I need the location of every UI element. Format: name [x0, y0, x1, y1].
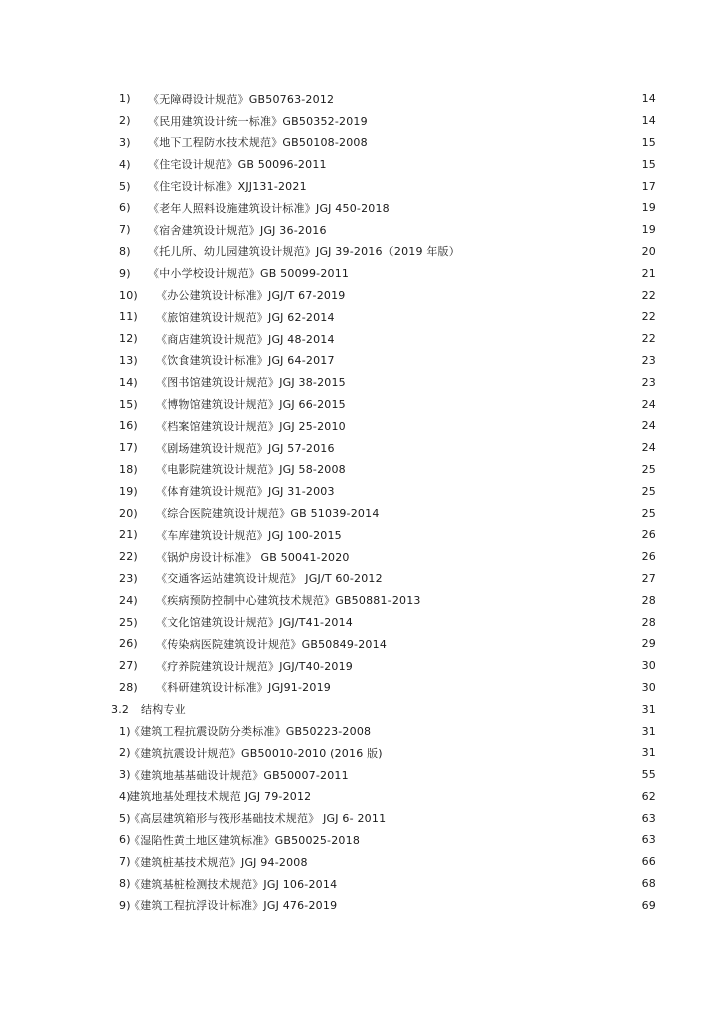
toc-entry[interactable]	[0, 568, 724, 590]
toc-page-number: 17	[641, 179, 656, 193]
toc-dot-leader	[356, 556, 632, 557]
toc-page-number: 30	[641, 680, 656, 694]
toc-entry-title: 《体育建筑设计规范》JGJ 31-2003	[156, 485, 335, 499]
toc-dot-leader	[341, 491, 632, 492]
toc-entry-number: 6)	[119, 833, 131, 847]
toc-entry-title: 建筑地基处理技术规范 JGJ 79-2012	[129, 790, 312, 804]
toc-entry-title: 《建筑工程抗浮设计标准》JGJ 476-2019	[129, 899, 338, 913]
toc-page-number: 19	[641, 223, 656, 237]
toc-entry-number: 20)	[119, 506, 138, 520]
toc-page-number: 27	[641, 571, 656, 585]
toc-entry[interactable]	[0, 677, 724, 699]
toc-entry-number: 10)	[119, 288, 138, 302]
toc-dot-leader	[374, 120, 632, 121]
toc-dot-leader	[348, 534, 632, 535]
toc-entry-number: 1)	[119, 92, 131, 106]
toc-entry[interactable]	[0, 415, 724, 437]
toc-entry[interactable]	[0, 350, 724, 372]
toc-entry-number: 14)	[119, 375, 138, 389]
toc-page-number: 22	[641, 310, 656, 324]
toc-dot-leader	[314, 861, 632, 862]
toc-entry-title: 《科研建筑设计标准》JGJ91-2019	[156, 681, 331, 695]
toc-entry-number: 2)	[119, 746, 131, 760]
toc-page-number: 25	[641, 462, 656, 476]
toc-entry-title: 《图书馆建筑设计规范》JGJ 38-2015	[156, 376, 346, 390]
toc-page-number: 22	[641, 288, 656, 302]
toc-entry-title: 《文化馆建筑设计规范》JGJ/T41-2014	[156, 616, 353, 630]
toc-dot-leader	[313, 186, 632, 187]
toc-page-number: 14	[641, 92, 656, 106]
toc-entry-title: 《办公建筑设计标准》JGJ/T 67-2019	[156, 289, 346, 303]
toc-dot-leader	[341, 360, 632, 361]
toc-entry-number: 11)	[119, 310, 138, 324]
toc-page-number: 68	[641, 877, 656, 891]
toc-entry[interactable]	[0, 894, 724, 916]
toc-entry-number: 3.2	[111, 702, 130, 716]
toc-dot-leader	[317, 796, 632, 797]
toc-entry-title: 《综合医院建筑设计规范》GB 51039-2014	[156, 507, 380, 521]
toc-entry[interactable]	[0, 698, 724, 720]
toc-entry-title: 《无障碍设计规范》GB50763-2012	[148, 92, 335, 106]
toc-dot-leader	[366, 839, 632, 840]
toc-entry-title: 《车库建筑设计规范》JGJ 100-2015	[156, 528, 342, 542]
toc-entry-title: 《高层建筑箱形与筏形基础技术规范》 JGJ 6- 2011	[129, 812, 387, 826]
toc-entry-title: 《老年人照料设施建筑设计标准》JGJ 450-2018	[148, 201, 390, 215]
toc-page-number: 15	[641, 135, 656, 149]
toc-dot-leader	[393, 643, 632, 644]
toc-dot-leader	[374, 142, 632, 143]
toc-page-number: 15	[641, 157, 656, 171]
toc-page-number: 66	[641, 855, 656, 869]
toc-entry-number: 26)	[119, 637, 138, 651]
toc-page-number: 19	[641, 201, 656, 215]
toc-entry-number: 7)	[119, 855, 131, 869]
toc-entry-title: 《商店建筑设计规范》JGJ 48-2014	[156, 332, 335, 346]
toc-page-number: 55	[641, 768, 656, 782]
toc-entry-number: 3)	[119, 135, 131, 149]
toc-dot-leader	[352, 295, 632, 296]
toc-page-number: 28	[641, 615, 656, 629]
toc-entry[interactable]	[0, 742, 724, 764]
toc-page-number: 63	[641, 833, 656, 847]
toc-page-number: 25	[641, 506, 656, 520]
toc-entry[interactable]	[0, 807, 724, 829]
toc-dot-leader	[341, 338, 632, 339]
toc-entry-title: 《建筑桩基技术规范》JGJ 94-2008	[129, 855, 308, 869]
toc-entry[interactable]	[0, 459, 724, 481]
toc-entry[interactable]	[0, 437, 724, 459]
toc-entry[interactable]	[0, 851, 724, 873]
toc-dot-leader	[392, 818, 632, 819]
toc-dot-leader	[359, 622, 632, 623]
toc-entry-number: 16)	[119, 419, 138, 433]
toc-page-number: 28	[641, 593, 656, 607]
toc-entry[interactable]	[0, 175, 724, 197]
toc-entry-number: 4)	[119, 157, 131, 171]
toc-entry[interactable]	[0, 611, 724, 633]
toc-entry-number: 19)	[119, 484, 138, 498]
toc-page-number: 26	[641, 528, 656, 542]
toc-entry[interactable]	[0, 284, 724, 306]
toc-dot-leader	[343, 883, 632, 884]
toc-entry-title: 《地下工程防水技术规范》GB50108-2008	[148, 136, 368, 150]
toc-page-number: 29	[641, 637, 656, 651]
toc-entry[interactable]	[0, 480, 724, 502]
toc-entry[interactable]	[0, 371, 724, 393]
toc-entry-title: 《建筑基桩检测技术规范》JGJ 106-2014	[129, 877, 338, 891]
toc-entry-title: 《疾病预防控制中心建筑技术规范》GB50881-2013	[156, 594, 421, 608]
toc-page-number: 62	[641, 789, 656, 803]
toc-entry-number: 8)	[119, 244, 131, 258]
toc-entry[interactable]	[0, 306, 724, 328]
toc-entry-number: 18)	[119, 462, 138, 476]
toc-entry[interactable]	[0, 720, 724, 742]
toc-dot-leader	[396, 207, 632, 208]
toc-entry-title: 《托儿所、幼儿园建筑设计规范》JGJ 39-2016（2019 年版）	[148, 245, 460, 259]
toc-entry-title: 《剧场建筑设计规范》JGJ 57-2016	[156, 441, 335, 455]
toc-page-number: 23	[641, 375, 656, 389]
toc-page-number: 24	[641, 397, 656, 411]
toc-entry-number: 23)	[119, 571, 138, 585]
toc-entry[interactable]	[0, 393, 724, 415]
toc-entry-title: 《旅馆建筑设计规范》JGJ 62-2014	[156, 310, 335, 324]
toc-dot-leader	[355, 774, 632, 775]
toc-entry-title: 《宿舍建筑设计规范》JGJ 36-2016	[148, 223, 327, 237]
toc-entry[interactable]	[0, 262, 724, 284]
toc-page-number: 26	[641, 550, 656, 564]
toc-entry[interactable]	[0, 502, 724, 524]
toc-dot-leader	[427, 600, 632, 601]
toc-entry-title: 《饮食建筑设计标准》JGJ 64-2017	[156, 354, 335, 368]
toc-entry-number: 8)	[119, 877, 131, 891]
toc-entry[interactable]	[0, 524, 724, 546]
toc-entry[interactable]	[0, 589, 724, 611]
toc-entry[interactable]	[0, 546, 724, 568]
toc-page-number: 23	[641, 353, 656, 367]
toc-entry[interactable]	[0, 829, 724, 851]
toc-entry-number: 25)	[119, 615, 138, 629]
toc-dot-leader	[340, 98, 632, 99]
toc-dot-leader	[352, 469, 632, 470]
toc-dot-leader	[341, 316, 632, 317]
toc-entry-title: 《住宅设计标准》XJJ131-2021	[148, 180, 307, 194]
toc-entry-number: 6)	[119, 201, 131, 215]
toc-entry-title: 《湿陷性黄土地区建筑标准》GB50025-2018	[129, 833, 361, 847]
toc-entry-number: 9)	[119, 898, 131, 912]
toc-entry[interactable]	[0, 241, 724, 263]
toc-dot-leader	[377, 731, 632, 732]
toc-page-number: 31	[641, 702, 656, 716]
toc-entry-number: 3)	[119, 768, 131, 782]
toc-dot-leader	[466, 251, 632, 252]
toc-entry-title: 《建筑地基基础设计规范》GB50007-2011	[129, 768, 349, 782]
toc-dot-leader	[359, 665, 632, 666]
toc-page-number: 31	[641, 746, 656, 760]
toc-entry-title: 《建筑工程抗震设防分类标准》GB50223-2008	[129, 725, 372, 738]
toc-dot-leader	[352, 425, 632, 426]
toc-entry-title: 《博物馆建筑设计规范》JGJ 66-2015	[156, 398, 346, 412]
toc-dot-leader	[386, 513, 632, 514]
toc-dot-leader	[389, 752, 632, 753]
toc-entry-number: 9)	[119, 266, 131, 280]
toc-entry[interactable]	[0, 153, 724, 175]
toc-entry-number: 4)	[119, 789, 131, 803]
toc-entry-number: 5)	[119, 811, 131, 825]
toc-entry-number: 1)	[119, 724, 131, 738]
toc-entry[interactable]	[0, 655, 724, 677]
toc-page-number: 21	[641, 266, 656, 280]
toc-entry-title: 《交通客运站建筑设计规范》 JGJ/T 60-2012	[156, 572, 383, 586]
toc-page-number: 24	[641, 441, 656, 455]
table-of-contents	[0, 88, 724, 916]
toc-entry-title: 《民用建筑设计统一标准》GB50352-2019	[148, 114, 368, 128]
toc-entry-number: 15)	[119, 397, 138, 411]
toc-entry-number: 5)	[119, 179, 131, 193]
toc-entry-number: 22)	[119, 550, 138, 564]
toc-entry[interactable]	[0, 132, 724, 154]
toc-entry[interactable]	[0, 873, 724, 895]
toc-dot-leader	[343, 905, 632, 906]
toc-entry-number: 24)	[119, 593, 138, 607]
toc-entry-title: 《疗养院建筑设计规范》JGJ/T40-2019	[156, 659, 353, 673]
toc-dot-leader	[352, 404, 632, 405]
toc-entry-title: 《锅炉房设计标准》 GB 50041-2020	[156, 550, 350, 564]
toc-entry-number: 17)	[119, 441, 138, 455]
toc-dot-leader	[389, 578, 632, 579]
toc-dot-leader	[192, 709, 632, 710]
toc-page-number: 22	[641, 332, 656, 346]
toc-entry[interactable]	[0, 328, 724, 350]
toc-entry[interactable]	[0, 633, 724, 655]
toc-entry[interactable]	[0, 110, 724, 132]
toc-dot-leader	[337, 687, 632, 688]
toc-page-number: 24	[641, 419, 656, 433]
toc-entry-number: 13)	[119, 353, 138, 367]
toc-entry-number: 7)	[119, 223, 131, 237]
toc-dot-leader	[352, 382, 632, 383]
toc-entry[interactable]	[0, 764, 724, 786]
toc-entry[interactable]	[0, 197, 724, 219]
toc-entry-number: 2)	[119, 114, 131, 128]
toc-entry-title: 《中小学校设计规范》GB 50099-2011	[148, 267, 350, 281]
toc-page-number: 25	[641, 484, 656, 498]
toc-dot-leader	[333, 164, 632, 165]
toc-entry-title: 《住宅设计规范》GB 50096-2011	[148, 158, 327, 172]
toc-entry-number: 21)	[119, 528, 138, 542]
toc-dot-leader	[333, 229, 632, 230]
toc-dot-leader	[355, 273, 632, 274]
toc-entry-number: 27)	[119, 659, 138, 673]
toc-entry[interactable]	[0, 219, 724, 241]
toc-entry[interactable]	[0, 786, 724, 808]
toc-dot-leader	[341, 447, 632, 448]
toc-page-number: 31	[641, 724, 656, 738]
toc-page-number: 20	[641, 244, 656, 258]
toc-page-number: 30	[641, 659, 656, 673]
toc-entry-title: 《档案馆建筑设计规范》JGJ 25-2010	[156, 419, 346, 433]
toc-entry-number: 12)	[119, 332, 138, 346]
toc-page-number: 14	[641, 114, 656, 128]
toc-entry-number: 28)	[119, 680, 138, 694]
toc-entry-title: 结构专业	[141, 703, 186, 717]
toc-page-number: 63	[641, 811, 656, 825]
toc-entry-title: 《电影院建筑设计规范》JGJ 58-2008	[156, 463, 346, 477]
toc-entry[interactable]	[0, 88, 724, 110]
toc-page-number: 69	[641, 898, 656, 912]
toc-entry-title: 《建筑抗震设计规范》GB50010-2010 (2016 版)	[129, 746, 383, 760]
toc-entry-title: 《传染病医院建筑设计规范》GB50849-2014	[156, 637, 388, 651]
